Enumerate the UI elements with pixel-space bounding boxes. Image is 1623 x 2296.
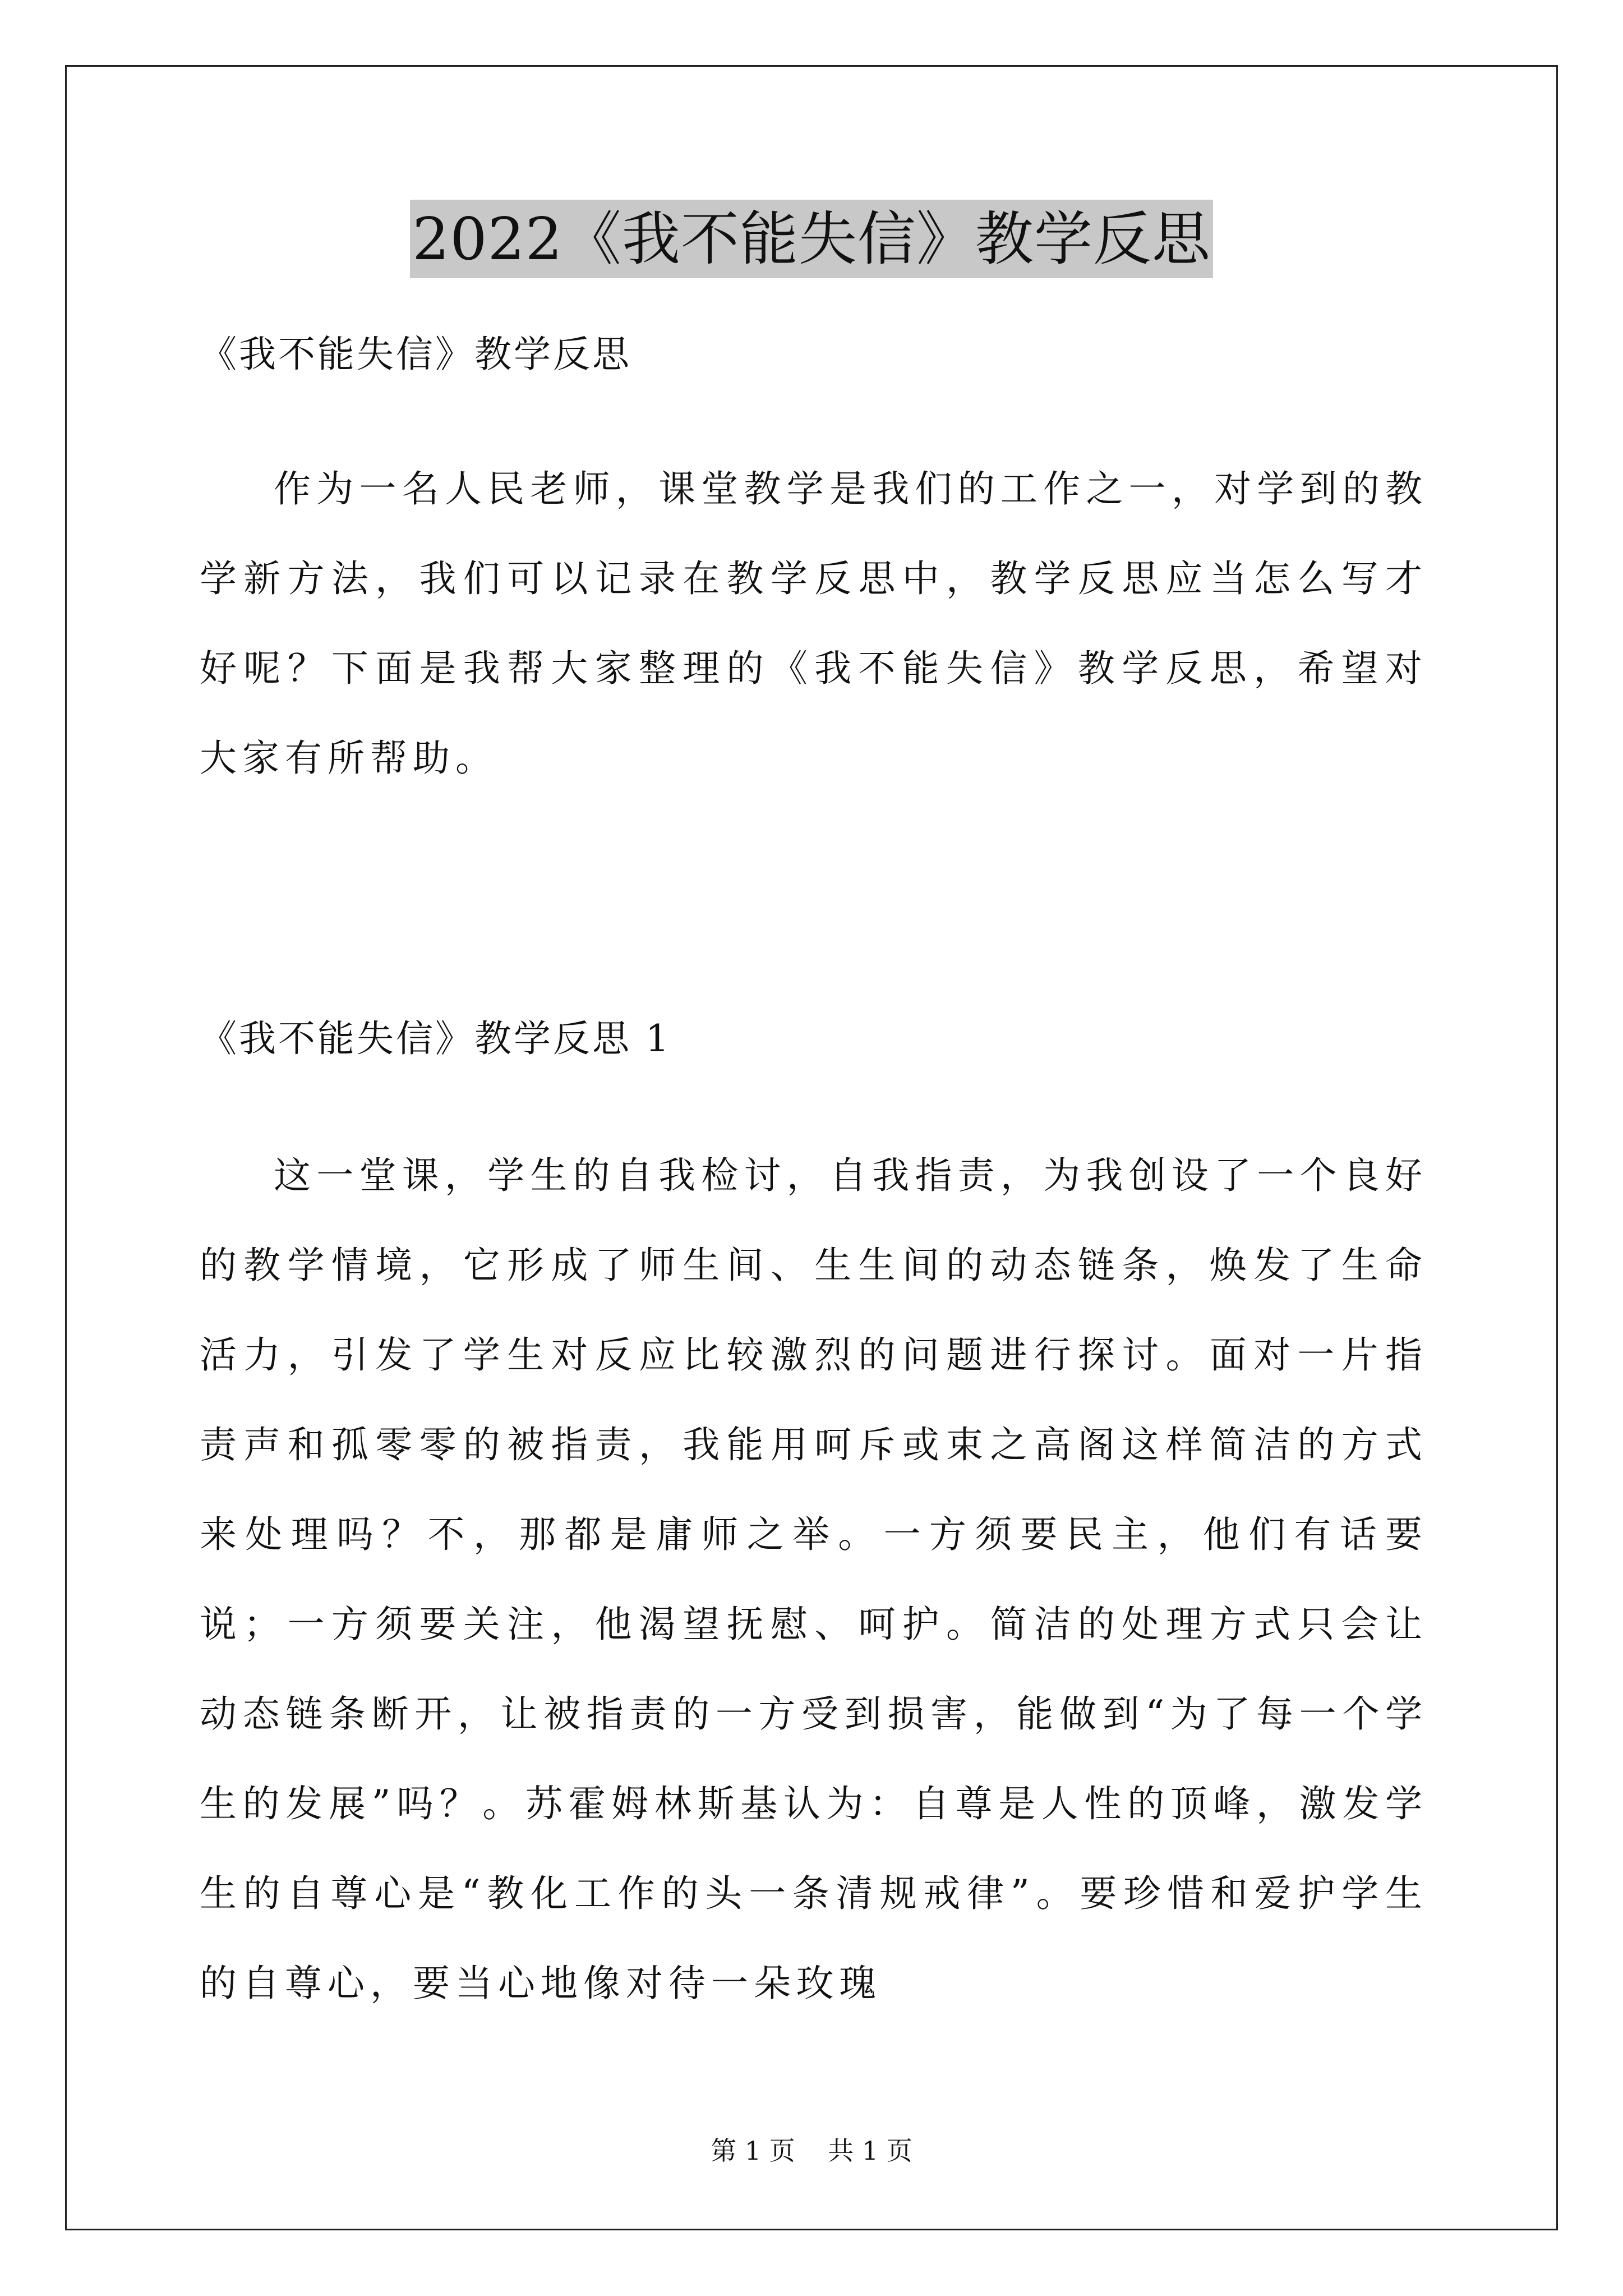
section-1	[200, 1131, 1428, 2028]
section-1-paragraph: 这一堂课，学生的自我检讨，自我指责，为我创设了一个良好的教学情境，它形成了师生间、生生间的动态链条，焕发了生命活力，引发了学生对反应比较激烈的问题进行探讨。面对一片指责声和孤零零的被指责，我能用呵斥或束之高阁这样简洁的方式来处理吗？不，那都是庸师之举。一方须要民主，他们有话要说；一方须要关注，他渴望抚慰、呵护。简洁的处理方式只会让动态链条断开，让被指责的一方受到损害，能做到“为了每一个学生的发展”吗？。苏霍姆林斯基认为：自尊是人性的顶峰，激发学生的自尊心是“教化工作的头一条清规戒律”。要珍惜和爱护学生的自尊心，要当心地像对待一朵玫瑰	[200, 1154, 1428, 2005]
title-container	[0, 200, 1623, 278]
page-footer: 第 1 页 共 1 页	[711, 2136, 912, 2166]
section-1-heading: 《我不能失信》教学反思 1	[200, 1017, 671, 1060]
document-subtitle: 《我不能失信》教学反思	[200, 333, 631, 376]
intro-paragraph: 作为一名人民老师，课堂教学是我们的工作之一，对学到的教学新方法，我们可以记录在教学反思中，教学反思应当怎么写才好呢？下面是我帮大家整理的《我不能失信》教学反思，希望对大家有所帮助。	[200, 467, 1428, 780]
intro-section	[200, 444, 1428, 803]
document-title: 2022《我不能失信》教学反思	[410, 200, 1213, 278]
